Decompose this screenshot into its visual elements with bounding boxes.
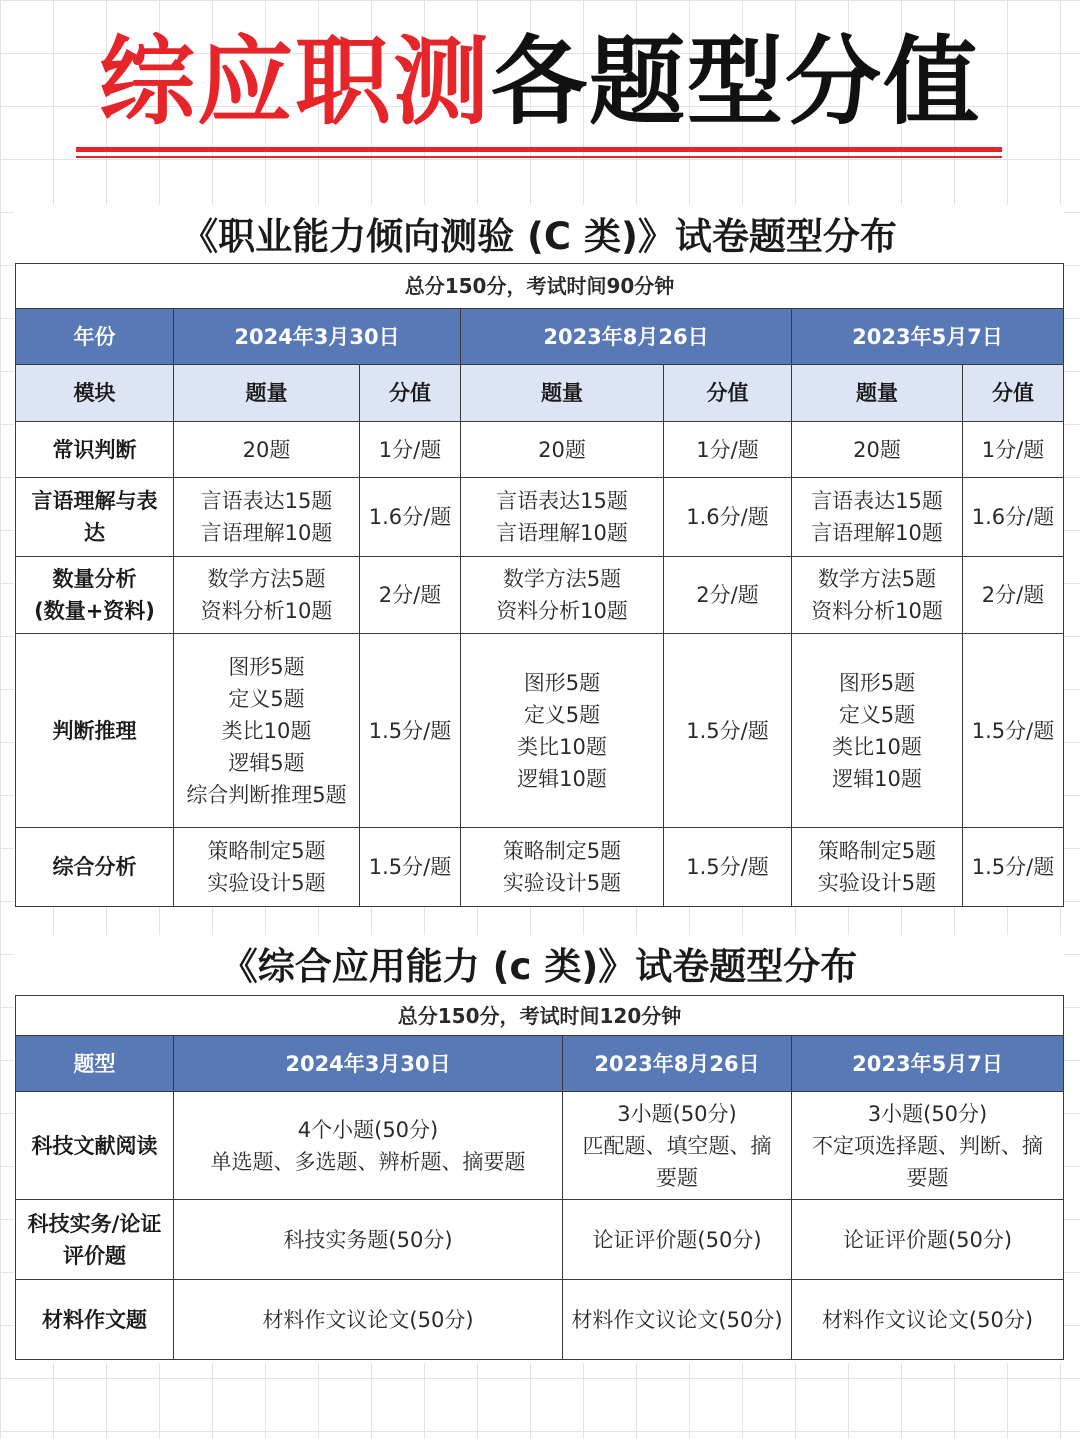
content-cell: 论证评价题(50分) xyxy=(792,1200,1064,1280)
count-cell: 20题 xyxy=(792,422,963,478)
content-cell: 材料作文议论文(50分) xyxy=(792,1280,1064,1360)
score-cell: 1.6分/题 xyxy=(963,478,1064,557)
score-cell: 1.5分/题 xyxy=(360,828,461,907)
score-cell: 2分/题 xyxy=(664,557,792,634)
main-title-black: 各题型分值 xyxy=(491,26,981,138)
header-date: 2024年3月30日 xyxy=(174,309,461,365)
count-cell: 言语表达15题 言语理解10题 xyxy=(174,478,360,557)
count-cell: 数学方法5题 资料分析10题 xyxy=(174,557,360,634)
title-underline-thin xyxy=(76,156,1002,158)
content-cell: 材料作文议论文(50分) xyxy=(563,1280,792,1360)
score-cell: 1.5分/题 xyxy=(963,828,1064,907)
header-date: 2023年5月7日 xyxy=(792,1036,1064,1092)
count-cell: 言语表达15题 言语理解10题 xyxy=(461,478,664,557)
section2-total: 总分150分，考试时间120分钟 xyxy=(16,996,1064,1036)
score-cell: 1分/题 xyxy=(664,422,792,478)
count-cell: 20题 xyxy=(461,422,664,478)
count-cell: 数学方法5题 资料分析10题 xyxy=(792,557,963,634)
score-cell: 2分/题 xyxy=(963,557,1064,634)
score-cell: 1.5分/题 xyxy=(664,634,792,828)
count-cell: 数学方法5题 资料分析10题 xyxy=(461,557,664,634)
content-cell: 3小题(50分) 匹配题、填空题、摘 要题 xyxy=(563,1092,792,1200)
count-cell: 策略制定5题 实验设计5题 xyxy=(792,828,963,907)
score-cell: 1.5分/题 xyxy=(360,634,461,828)
count-cell: 图形5题 定义5题 类比10题 逻辑10题 xyxy=(461,634,664,828)
subheader-score: 分值 xyxy=(664,365,792,422)
section1-total: 总分150分，考试时间90分钟 xyxy=(16,264,1064,309)
content-cell: 论证评价题(50分) xyxy=(563,1200,792,1280)
table-row xyxy=(16,1092,1064,1200)
content-cell: 材料作文议论文(50分) xyxy=(174,1280,563,1360)
header-date: 2024年3月30日 xyxy=(174,1036,563,1092)
subheader-module: 模块 xyxy=(16,365,174,422)
header-date: 2023年8月26日 xyxy=(461,309,792,365)
subheader-count: 题量 xyxy=(461,365,664,422)
score-cell: 1.6分/题 xyxy=(664,478,792,557)
row-label: 言语理解与表 达 xyxy=(16,478,174,557)
row-label: 常识判断 xyxy=(16,422,174,478)
table-row xyxy=(16,828,1064,907)
header-date: 2023年5月7日 xyxy=(792,309,1064,365)
score-cell: 1.6分/题 xyxy=(360,478,461,557)
table-row xyxy=(16,478,1064,557)
aptitude-test-table xyxy=(15,263,1064,907)
subheader-score: 分值 xyxy=(963,365,1064,422)
header-year: 年份 xyxy=(16,309,174,365)
count-cell: 策略制定5题 实验设计5题 xyxy=(461,828,664,907)
row-label: 数量分析 (数量+资料) xyxy=(16,557,174,634)
row-label: 综合分析 xyxy=(16,828,174,907)
table-row xyxy=(16,1280,1064,1360)
score-cell: 1.5分/题 xyxy=(963,634,1064,828)
title-underline xyxy=(76,147,1002,152)
table-row xyxy=(16,634,1064,828)
subheader-count: 题量 xyxy=(174,365,360,422)
section1-title: 《职业能力倾向测验 (C 类)》试卷题型分布 xyxy=(181,215,897,258)
score-cell: 1.5分/题 xyxy=(664,828,792,907)
count-cell: 图形5题 定义5题 类比10题 逻辑10题 xyxy=(792,634,963,828)
count-cell: 20题 xyxy=(174,422,360,478)
count-cell: 策略制定5题 实验设计5题 xyxy=(174,828,360,907)
main-title xyxy=(0,22,1080,142)
content-cell: 4个小题(50分) 单选题、多选题、辨析题、摘要题 xyxy=(174,1092,563,1200)
count-cell: 图形5题 定义5题 类比10题 逻辑5题 综合判断推理5题 xyxy=(174,634,360,828)
score-cell: 1分/题 xyxy=(360,422,461,478)
score-cell: 1分/题 xyxy=(963,422,1064,478)
application-test-table xyxy=(15,995,1064,1360)
count-cell: 言语表达15题 言语理解10题 xyxy=(792,478,963,557)
section2-title: 《综合应用能力 (c 类)》试卷题型分布 xyxy=(220,945,858,988)
row-label: 科技文献阅读 xyxy=(16,1092,174,1200)
content-cell: 科技实务题(50分) xyxy=(174,1200,563,1280)
header-date: 2023年8月26日 xyxy=(563,1036,792,1092)
header-type: 题型 xyxy=(16,1036,174,1092)
row-label: 科技实务/论证 评价题 xyxy=(16,1200,174,1280)
subheader-score: 分值 xyxy=(360,365,461,422)
table-row xyxy=(16,1200,1064,1280)
table-row xyxy=(16,422,1064,478)
score-cell: 2分/题 xyxy=(360,557,461,634)
row-label: 材料作文题 xyxy=(16,1280,174,1360)
table-row xyxy=(16,557,1064,634)
content-cell: 3小题(50分) 不定项选择题、判断、摘 要题 xyxy=(792,1092,1064,1200)
subheader-count: 题量 xyxy=(792,365,963,422)
row-label: 判断推理 xyxy=(16,634,174,828)
main-title-red: 综应职测 xyxy=(99,26,491,138)
